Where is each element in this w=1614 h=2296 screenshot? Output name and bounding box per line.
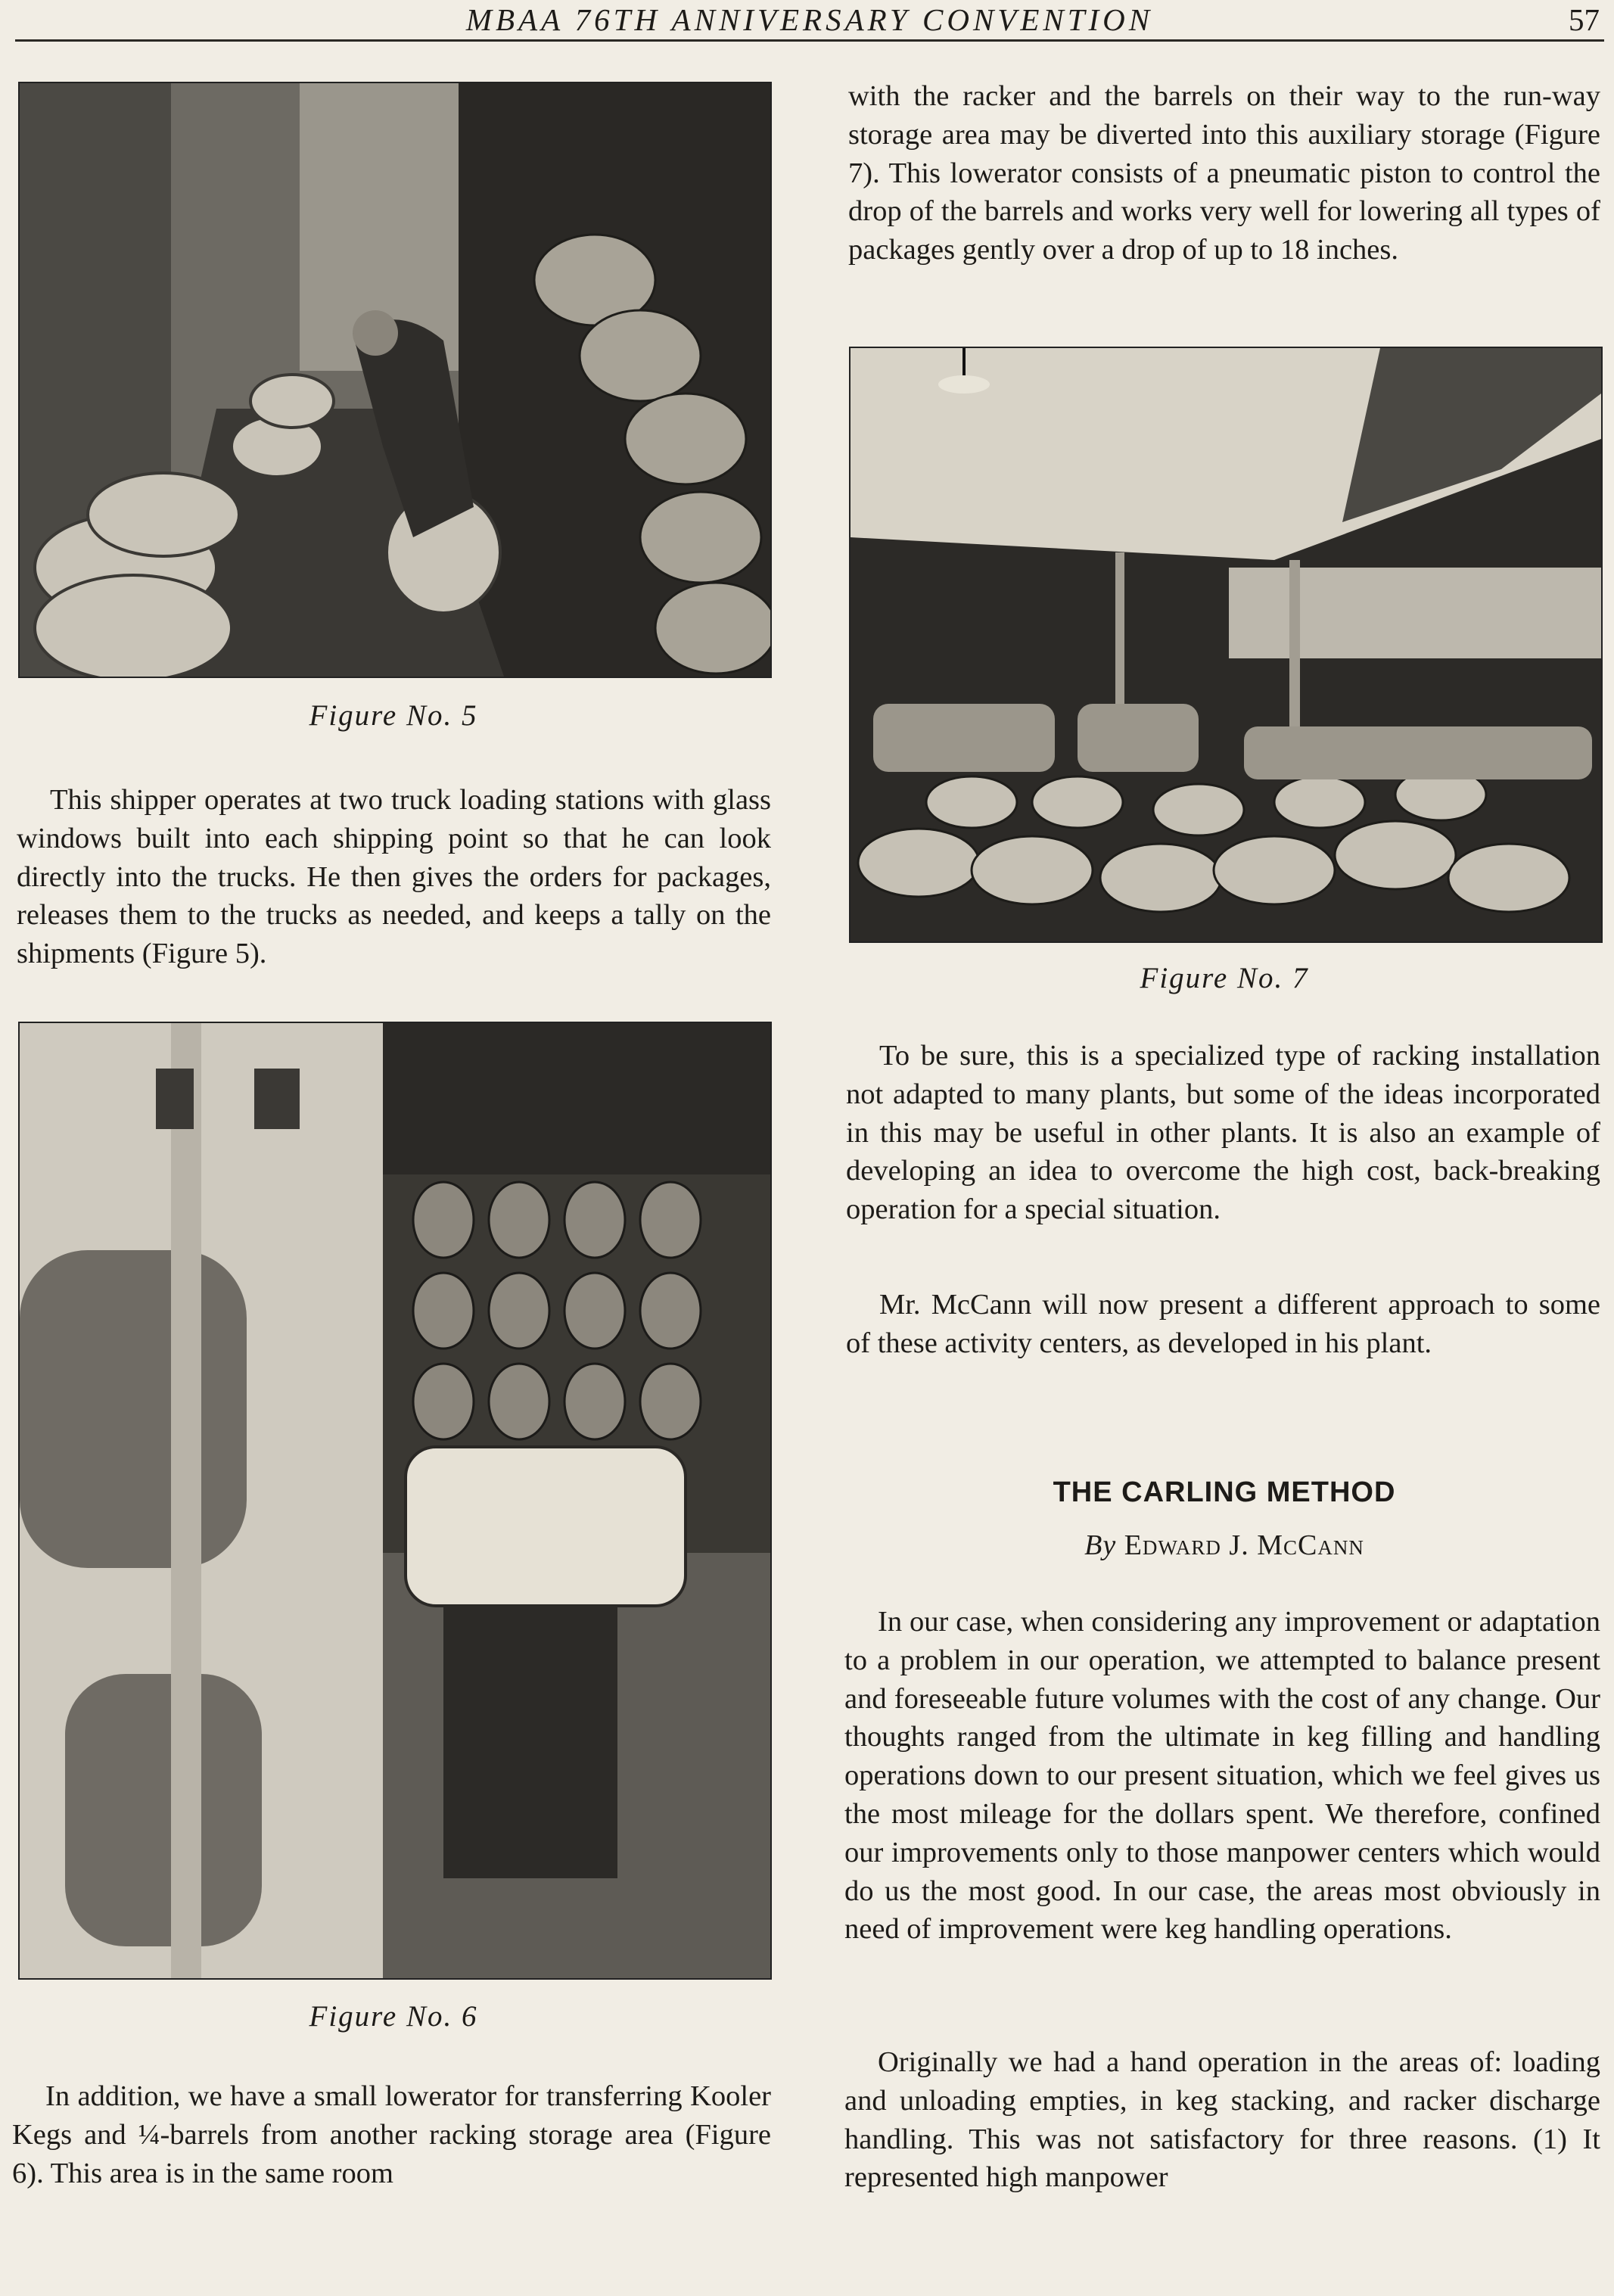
paragraph-specialized: To be sure, this is a specialized type of racking installation not adapted to many plants, but some of the ideas incorporated in this may be useful in other plants. It is also an example of developing an idea to overcome the high cost, back-breaking operation for a special situation. (846, 1040, 1600, 1226)
section-title: THE CARLING METHOD (1053, 1476, 1396, 1508)
figure-6-caption: Figure No. 6 (309, 2000, 478, 2033)
figure-6-photo (18, 1022, 772, 1980)
running-header (15, 0, 1604, 42)
byline (846, 1529, 1603, 1562)
paragraph-shipper: This shipper operates at two truck loading stations with glass windows built into each shipping point so that he can look directly into the trucks. He then gives the orders for packages, releases them to the trucks as needed, and keeps a tally on the shipments (Figure 5). (17, 784, 771, 970)
paragraph-continued: with the racker and the barrels on their way to the run-way storage area may be diverted into this auxiliary storage (Figure 7). This lowerator consists of a pneumatic piston to control the drop of the barrels and works very well for lowering all types of packages gently over a drop of up to 18 inches. (848, 80, 1600, 266)
figure-5-caption: Figure No. 5 (309, 699, 478, 732)
figure-7-photo (849, 347, 1603, 943)
figure-7-caption: Figure No. 7 (1140, 962, 1309, 994)
page-number: 57 (1569, 2, 1600, 37)
paragraph-originally: Originally we had a hand operation in the areas of: loading and unloading empties, in keg stacking, and racker discharge handling. This was not satisfactory for three reasons. (1) It represented high manpower (844, 2046, 1600, 2194)
paragraph-lowerator: In addition, we have a small lowerator for transferring Kooler Kegs and ¼-barrels from another racking storage area (Figure 6). This area is in the same room (12, 2080, 771, 2189)
figure-5-photo (18, 82, 772, 678)
byline-author: Edward J. McCann (1124, 1529, 1364, 1561)
paragraph-mccann-intro: Mr. McCann will now present a different approach to some of these activity centers, as developed in his plant. (846, 1289, 1600, 1359)
paragraph-our-case: In our case, when considering any improvement or adaptation to a problem in our operation, we attempted to balance present and foreseeable future volumes with the cost of any change. Our thoughts ranged from the ultimate in keg filling and handling operations down to our present situation, which we feel gives us the most mileage for the dollars spent. We therefore, confined our improvements only to those manpower centers which would do us the most good. In our case, the areas most obviously in need of improvement were keg handling operations. (844, 1606, 1600, 1946)
journal-title: MBAA 76TH ANNIVERSARY CONVENTION (465, 2, 1154, 37)
byline-by: By (1084, 1529, 1117, 1561)
